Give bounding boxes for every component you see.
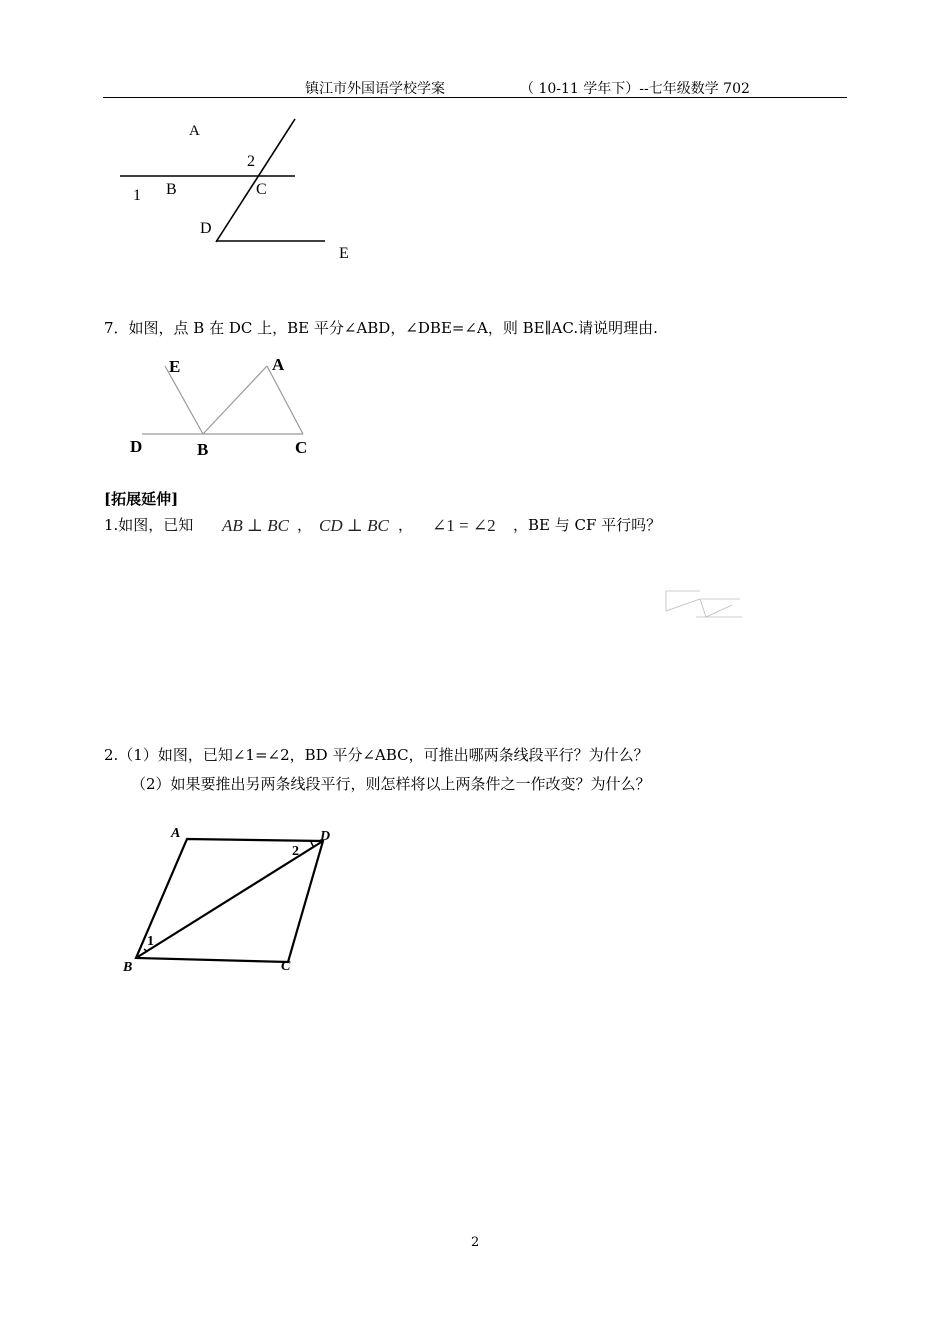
header-term: （ 10-11 学年下）--七年级数学 702 xyxy=(520,81,750,97)
extension-heading: [拓展延伸] xyxy=(104,490,179,508)
label-a: A xyxy=(189,123,200,139)
figure-ext-q2 xyxy=(115,820,355,980)
label-a: A xyxy=(171,826,181,841)
header-rule xyxy=(103,97,847,98)
label-1: 1 xyxy=(133,187,141,204)
label-d: D xyxy=(130,437,143,456)
label-e: E xyxy=(339,245,349,262)
label-1: 1 xyxy=(147,934,154,949)
extension-q1-prefix: 1.如图，已知 xyxy=(104,516,194,534)
extension-q1-sep2: ， xyxy=(398,516,414,534)
segment-be xyxy=(165,366,203,434)
segment-ba xyxy=(203,366,267,434)
header-school: 镇江市外国语学校学案 xyxy=(305,81,445,97)
label-a: A xyxy=(272,355,285,374)
label-d: D xyxy=(320,829,331,844)
label-b: B xyxy=(123,960,133,975)
label-c: C xyxy=(295,438,308,457)
label-d: D xyxy=(200,220,212,237)
figure-q6 xyxy=(110,110,370,270)
label-b: B xyxy=(166,181,177,198)
extension-q2-part1: 2.（1）如图，已知∠1=∠2，BD 平分∠ABC，可推出哪两条线段平行？为什么？ xyxy=(104,746,649,764)
condition-angle1-eq-angle2: ∠1 = ∠2 xyxy=(432,516,496,535)
question-7: 7．如图，点 B 在 DC 上，BE 平分∠ABD，∠DBE=∠A，则 BE∥AC.请说明理由. xyxy=(104,319,658,337)
label-b: B xyxy=(197,440,209,459)
label-e: E xyxy=(169,357,181,376)
condition-ab-perp-bc: AB ⊥ BC xyxy=(222,516,289,535)
label-2: 2 xyxy=(292,844,299,859)
label-2: 2 xyxy=(247,153,255,170)
figure-ext-q1 xyxy=(660,585,750,635)
page-number: 2 xyxy=(471,1235,480,1250)
segment-ac xyxy=(267,366,303,434)
label-c: C xyxy=(281,959,291,974)
condition-cd-perp-bc: CD ⊥ BC xyxy=(319,516,389,535)
extension-q2-part2: （2）如果要推出另两条线段平行，则怎样将以上两条件之一作改变？为什么？ xyxy=(131,775,651,793)
figure-q7 xyxy=(125,352,325,462)
extension-q1-sep1: ， xyxy=(297,516,313,534)
label-c: C xyxy=(256,181,267,198)
extension-q1-suffix: ，BE 与 CF 平行吗？ xyxy=(513,516,662,534)
